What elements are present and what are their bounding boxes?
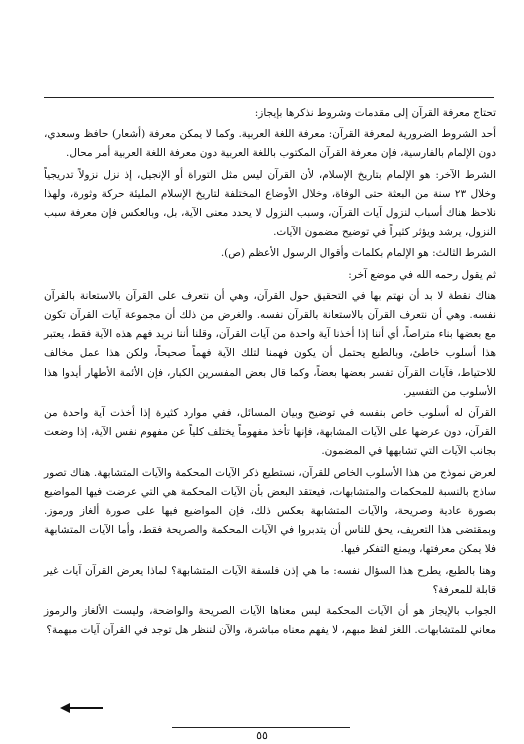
paragraph-quote-intro: ثم يقول رحمه الله في موضع آخر:	[348, 268, 496, 281]
paragraph-answer: الجواب بالإيجاز هو أن الآيات المحكمة ليس معناها الآيات الصريحة والواضحة، وليست الألغاز والرموز معاني للمتشابهات. اللغز لفظ مبهم، لا يفهم معناه مباشرة، والآن لننظر هل توجد في القرآن آيات مبهمة؟	[44, 605, 496, 637]
paragraph-special-style: القرآن له أسلوب خاص بنفسه في توضيح وبيان المسائل، ففي موارد كثيرة إذا أخذت آية واحدة من القرآن، دون عرضها على الآيات المشابهة، فإنها تأخذ مفهوماً يختلف كلياً عن مفهوم نفس الآية، إذا وضعت بجانب الآيات التي تشابهها في المضمون.	[44, 407, 496, 458]
continue-arrow-icon	[60, 703, 104, 713]
paragraph-first-condition: أحد الشروط الضرورية لمعرفة القرآن: معرفة اللغة العربية. وكما لا يمكن معرفة (أشعار) حافظ وسعدي، دون الإلمام بالفارسية، فإن معرفة القرآن المكتوب باللغة العربية دون معرفة اللغة العربية أمر محال.	[44, 128, 496, 160]
page-number: ٥٥	[256, 729, 268, 742]
footer-divider	[172, 727, 350, 728]
paragraph-second-condition: الشرط الآخر: هو الإلمام بتاريخ الإسلام، لأن القرآن ليس مثل التوراة أو الإنجيل، إذ نزل نزولاً تدريجياً وخلال ٢٣ سنة من البعثة حتى الوفاة، وخلال الأوضاع المختلفة لتاريخ الإسلام المليئة حركة وثورة، ولهذا نلاحظ هناك أسباب لنزول آيات القرآن، وسبب النزول لا يحدد معنى الآية، بل، وبالعكس فإن معرفة سبب النزول، يرشد ويؤثر كثيراً في توضيح مضمون الآيات.	[44, 168, 496, 239]
header-divider	[44, 97, 494, 98]
paragraph-muhkam-mutashabih: لعرض نموذج من هذا الأسلوب الخاص للقرآن، نستطيع ذكر الآيات المحكمة والآيات المتشابهة. هناك تصور ساذج بالنسبة للمحكمات والمتشابهات، فيعتقد البعض بأن الآيات المحكمة هي التي عرضت فيها المواضيع بصورة عادية وصريحة، والآيات المتشابهة بعكس ذلك، فإن المواضيع فيها على صورة ألغاز ورموز. وبمقتضى هذا التعريف، يحق للناس أن يتدبروا في الآيات المحكمة والصريحة فقط، وأما الآيات المتشابهة فلا يمكن معرفتها، ويمنع التفكر فيها.	[44, 466, 496, 556]
paragraph-third-condition: الشرط الثالث: هو الإلمام بكلمات وأقوال الرسول الأعظم (ص).	[220, 247, 496, 260]
paragraph-question: وهنا بالطبع، يطرح هذا السؤال نفسه: ما هي إذن فلسفة الآيات المتشابهة؟ لماذا يعرض القرآن آيات غير قابلة للمعرفة؟	[44, 564, 496, 596]
page-body	[44, 104, 496, 642]
paragraph-quran-by-quran: هناك نقطة لا بد أن نهتم بها في التحقيق حول القرآن، وهي أن نتعرف على القرآن بالاستعانة بالقرآن نفسه. وهي أن نتعرف القرآن بالاستعانة بالقرآن نفسه. والغرض من ذلك أن مجموعة آيات القرآن تكون مع بعضها بناء متراصاً، أي أننا إذا أخذنا آية واحدة من آيات القرآن، وقلنا أننا نريد فهم هذه الآية فقط، يعتبر هذا أسلوب خاطئ، وبالطبع يحتمل أن يكون فهمنا لتلك الآية فهماً صحيحاً، ولكن هذا عمل مخالف للاحتياط، فآيات القرآن تفسر بعضها بعضاً، وكما قال بعض المفسرين الكبار، فإن الأئمة الأطهار أيدوا هذا الأسلوب من التفسير.	[44, 289, 496, 398]
paragraph-intro: تحتاج معرفة القرآن إلى مقدمات وشروط نذكرها بإيجاز:	[254, 107, 496, 119]
